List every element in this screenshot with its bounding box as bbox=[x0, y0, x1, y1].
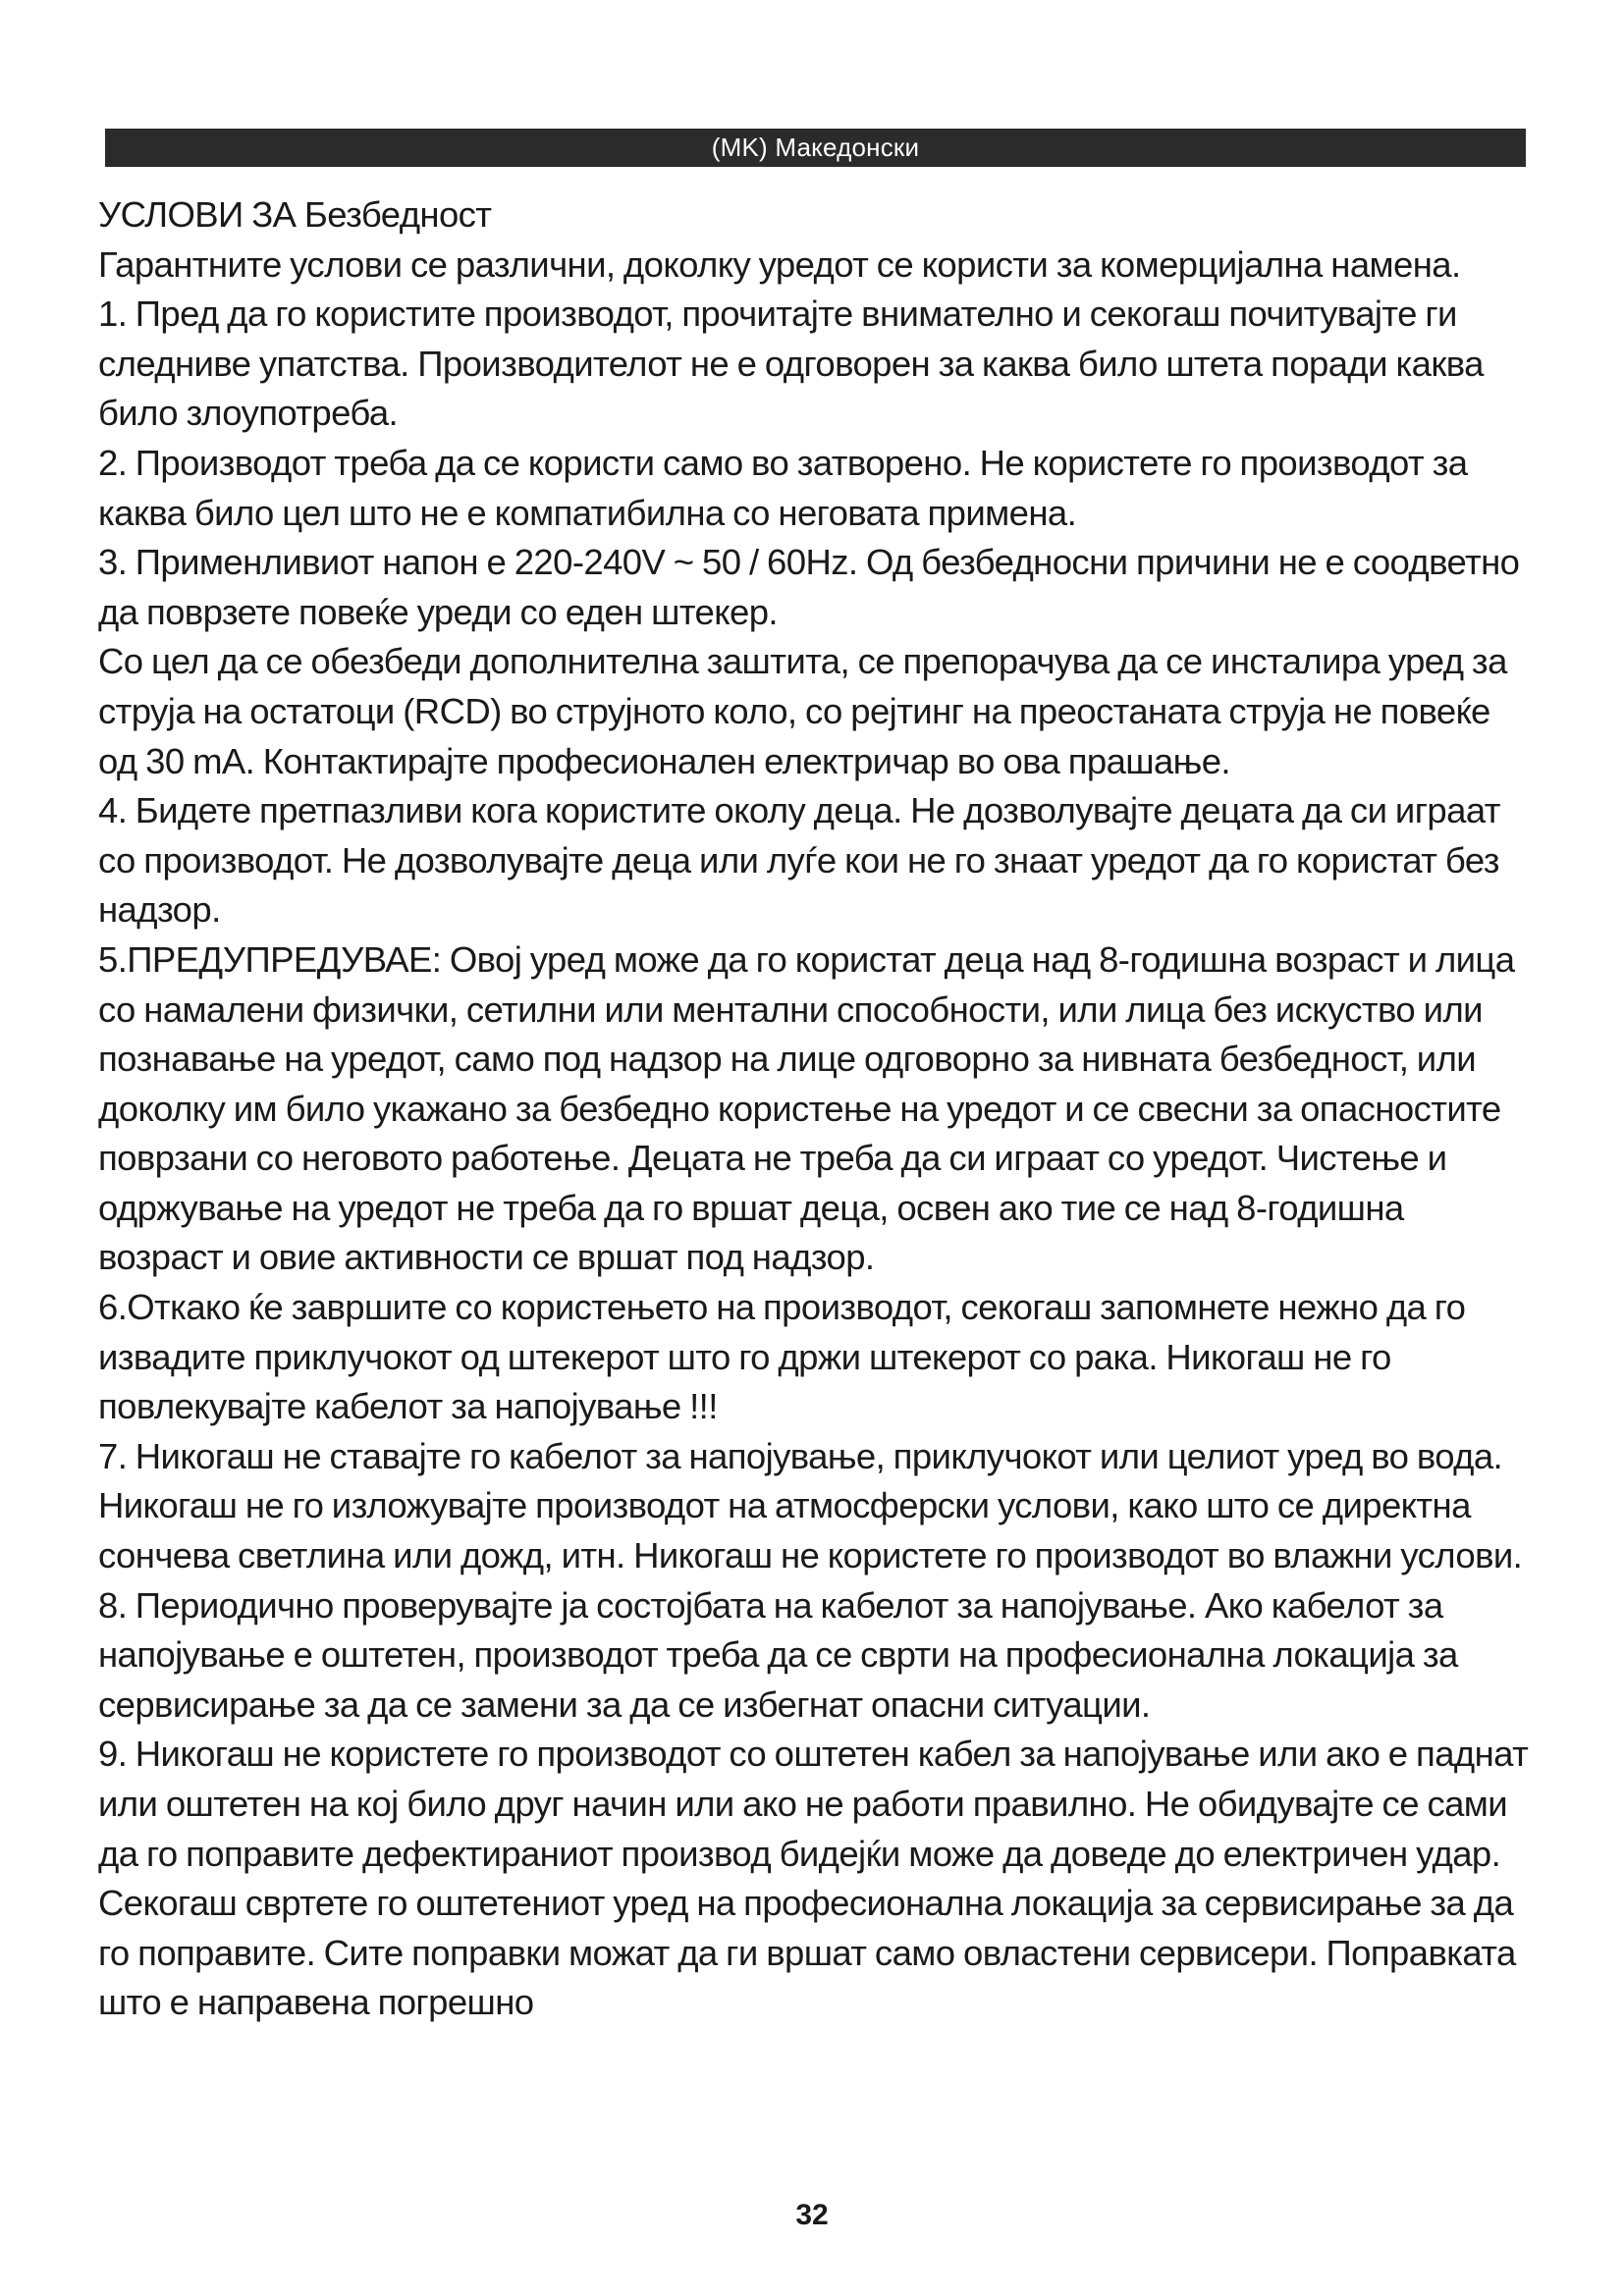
safety-item-7: 7. Никогаш не ставајте го кабелот за напојување, приклучокот или целиот уред во вода. Никогаш не го изложувајте производот на атмосферски услови, како што се директна сончева светлина или дожд, итн. Никогаш не користете го производот во влажни услови. bbox=[98, 1435, 1523, 1576]
safety-item-9: 9. Никогаш не користете го производот со оштетен кабел за напојување или ако е паднат или оштетен на кој било друг начин или ако не работи правилно. Не обидувајте се сами да го поправите дефектираниот производ бидејќи може да доведе до електричен удар. Секогаш свртете го оштетениот уред на професионална локација за сервисирање за да го поправите. Сите поправки можат да ги вршат само овластени сервисери. Поправката што е направена погрешно bbox=[98, 1734, 1529, 2023]
safety-item-3: 3. Применливиот напон е 220-240V ~ 50 / 60Hz. Од безбедносни причини не е соодветно да поврзете повеќе уреди со еден штекер. bbox=[98, 542, 1520, 632]
safety-item-1: 1. Пред да го користите производот, прочитајте внимателно и секогаш почитувајте ги следниве упатства. Производителот не е одговорен за каква било штета поради каква било злоупотреба. bbox=[98, 294, 1484, 434]
intro-paragraph: Гарантните услови се различни, доколку уредот се користи за комерцијална намена. bbox=[98, 243, 1461, 285]
safety-item-4: 4. Бидете претпазливи кога користите околу деца. Не дозволувајте децата да си играат со производот. Не дозволувајте деца или луѓе кои не го знаат уредот да го користат без надзор. bbox=[98, 790, 1500, 931]
safety-item-5: 5.ПРЕДУПРЕДУВАЕ: Овој уред може да го користат деца над 8-годишна возраст и лица со намалени физички, сетилни или ментални способности, или лица без искуство или познавање на уредот, само под надзор на лице одговорно за нивната безбедност, или доколку им било укажано за безбедно користење на уредот и се свесни за опасностите поврзани со неговото работење. Децата не треба да си играат со уредот. Чистење и одржување на уредот не треба да го вршат деца, освен ако тие се над 8-годишна возраст и овие активности се вршат под надзор. bbox=[98, 938, 1515, 1278]
language-label: (MK) Македонски bbox=[711, 133, 920, 162]
section-title: УСЛОВИ ЗА Безбедност bbox=[98, 194, 492, 235]
safety-item-2: 2. Производот треба да се користи само во затворено. Не користете го производот за каква било цел што не е компатибилна со неговата примена. bbox=[98, 442, 1468, 533]
page-number: 32 bbox=[795, 2199, 829, 2231]
safety-item-8: 8. Периодично проверувајте ја состојбата на кабелот за напојување. Ако кабелот за напојување е оштетен, производот треба да се сврти на професионална локација за сервисирање за да се замени за да се избегнат опасни ситуации. bbox=[98, 1584, 1458, 1725]
language-header-bar bbox=[105, 129, 1526, 167]
safety-item-6: 6.Откако ќе завршите со користењето на производот, секогаш запомнете нежно да го извадите приклучокот од штекерот што го држи штекерот со рака. Никогаш не го повлекувајте кабелот за напојување !!! bbox=[98, 1287, 1466, 1427]
safety-conditions-section bbox=[98, 190, 1534, 2028]
safety-item-3-rcd-note: Со цел да се обезбеди дополнителна заштита, се препорачува да се инсталира уред за струја на остатоци (RCD) во струјното коло, со рејтинг на преостаната струја не повеќе од 30 mA. Контактирајте професионален електричар во ова прашање. bbox=[98, 641, 1507, 781]
